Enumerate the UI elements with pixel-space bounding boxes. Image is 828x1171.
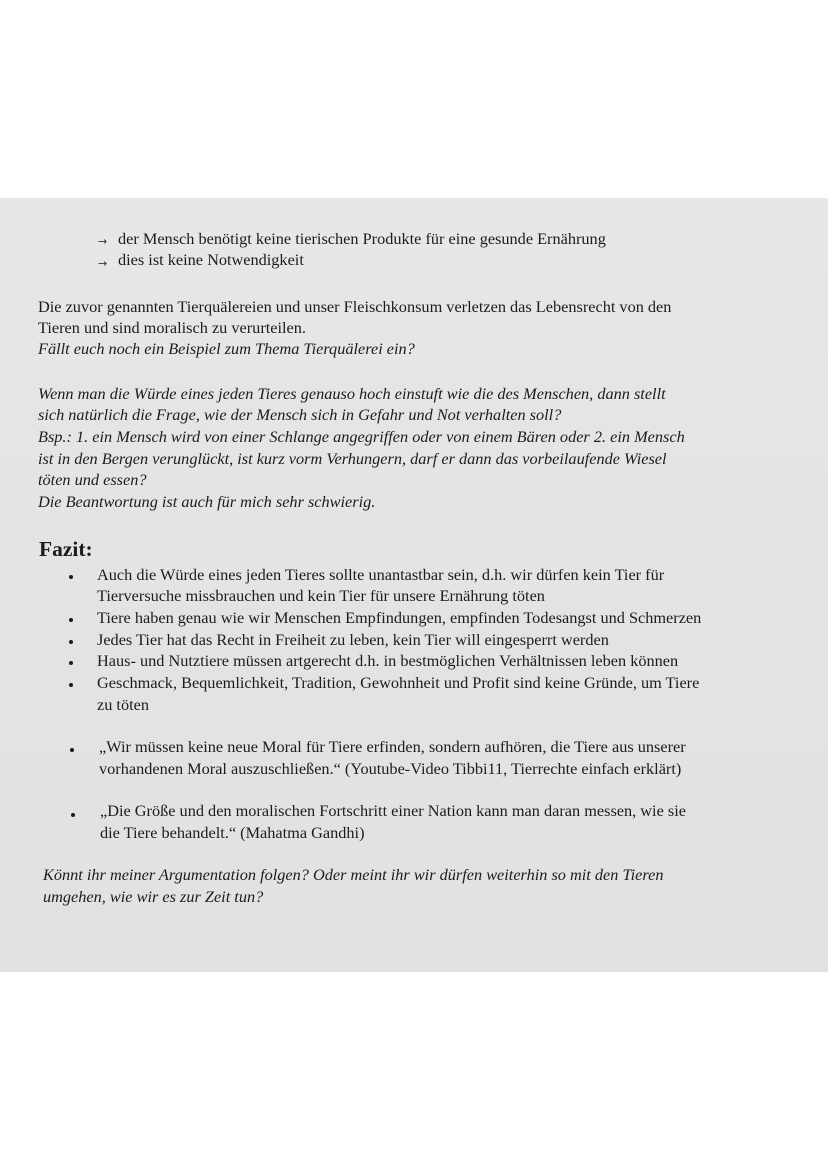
closing-line1: Könnt ihr meiner Argumentation folgen? Oder meint ihr wir dürfen weiterhin so mit den Tieren [43,865,664,884]
para2-line2: sich natürlich die Frage, wie der Mensch sich in Gefahr und Not verhalten soll? [38,405,562,424]
fazit-heading: Fazit: [39,537,93,561]
fazit-item-5-line2: zu töten [97,695,149,714]
fazit-item-5-line1: Geschmack, Bequemlichkeit, Tradition, Gewohnheit und Profit sind keine Gründe, um Tiere [97,673,700,692]
para1-question: Fällt euch noch ein Beispiel zum Thema Tierquälerei ein? [38,339,415,358]
para2-line5: töten und essen? [38,470,147,489]
para1-line2: Tieren und sind moralisch zu verurteilen. [38,318,306,337]
bullet-icon [69,661,73,665]
bullet-icon [69,575,73,579]
arrow-item-1: der Mensch benötigt keine tierischen Produkte für eine gesunde Ernährung [118,229,606,248]
para2-line6: Die Beantwortung ist auch für mich sehr schwierig. [38,492,376,511]
fazit-quote-2-line2: die Tiere behandelt.“ (Mahatma Gandhi) [100,823,365,842]
fazit-item-4: Haus- und Nutztiere müssen artgerecht d.h. in bestmöglichen Verhältnissen leben können [97,651,679,670]
para1-line1: Die zuvor genannten Tierquälereien und unser Fleischkonsum verletzen das Lebensrecht von den [38,297,672,316]
arrow-item-2: dies ist keine Notwendigkeit [118,250,304,269]
closing-line2: umgehen, wie wir es zur Zeit tun? [43,887,264,906]
fazit-item-1-line1: Auch die Würde eines jeden Tieres sollte unantastbar sein, d.h. wir dürfen kein Tier für [97,565,665,584]
fazit-item-2: Tiere haben genau wie wir Menschen Empfindungen, empfinden Todesangst und Schmerzen [97,608,702,627]
para2-line1: Wenn man die Würde eines jeden Tieres genauso hoch einstuft wie die des Menschen, dann stellt [38,384,666,403]
para2-line4: ist in den Bergen verunglückt, ist kurz vorm Verhungern, darf er dann das vorbeilaufende Wiesel [38,449,667,468]
fazit-item-1-line2: Tierversuche missbrauchen und kein Tier für unsere Ernährung töten [97,586,545,605]
fazit-item-3: Jedes Tier hat das Recht in Freiheit zu leben, kein Tier will eingesperrt werden [97,630,609,649]
fazit-quote-1-line2: vorhandenen Moral auszuschließen.“ (Youtube-Video Tibbi11, Tierrechte einfach erklärt) [99,759,682,778]
para2-line3: Bsp.: 1. ein Mensch wird von einer Schlange angegriffen oder von einem Bären oder 2. ein Mensch [38,427,685,446]
arrow-right-icon: → [98,257,108,270]
fazit-quote-2-line1: „Die Größe und den moralischen Fortschritt einer Nation kann man daran messen, wie sie [100,801,686,820]
fazit-quote-1-line1: „Wir müssen keine neue Moral für Tiere erfinden, sondern aufhören, die Tiere aus unserer [99,737,686,756]
document-page [0,198,828,972]
bullet-icon [70,748,74,752]
bullet-icon [69,640,73,644]
bullet-icon [69,683,73,687]
bullet-icon [71,813,75,817]
bullet-icon [69,618,73,622]
arrow-right-icon: → [98,235,108,248]
